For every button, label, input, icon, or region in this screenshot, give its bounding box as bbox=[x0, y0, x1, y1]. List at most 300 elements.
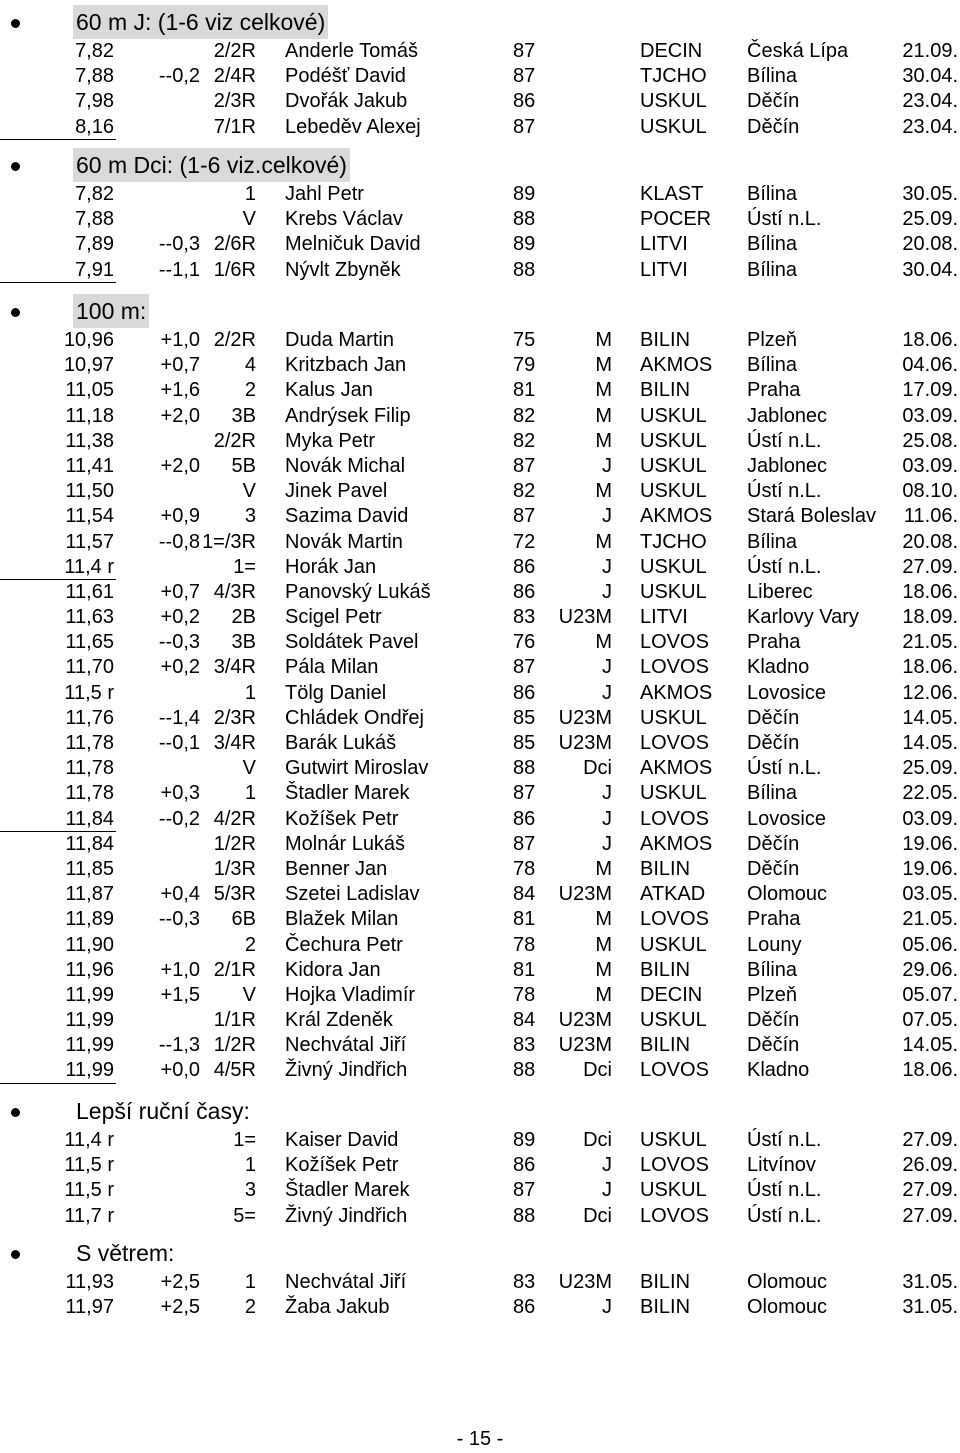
cell-perf: 11,93 bbox=[65, 1271, 114, 1293]
cell-date: 25.09. bbox=[902, 757, 958, 780]
cell-place: V bbox=[242, 983, 256, 1006]
cell-place: 1 bbox=[244, 681, 256, 704]
cell-club: USKUL bbox=[640, 933, 707, 956]
cell-club: BILIN bbox=[640, 958, 691, 981]
cell-date: 18.06. bbox=[902, 580, 958, 603]
cell-perf: 11,5 r bbox=[64, 681, 114, 704]
cell-wind: +0,0 bbox=[160, 1059, 200, 1082]
cell-cat: J bbox=[602, 782, 612, 805]
cell-cat: U23M bbox=[558, 606, 612, 629]
cell-date: 21.05. bbox=[902, 908, 958, 931]
cell-perf: 8,16 bbox=[75, 115, 114, 138]
cell-name: Lebeděv Alexej bbox=[285, 115, 421, 138]
cell-date: 18.06. bbox=[902, 329, 958, 351]
result-row bbox=[0, 115, 960, 140]
cell-venue: Ústí n.L. bbox=[747, 1179, 822, 1202]
result-row bbox=[0, 857, 960, 882]
cell-perf: 11,99 bbox=[65, 1034, 114, 1057]
cell-venue: Ústí n.L. bbox=[747, 757, 822, 780]
cell-date: 12.06. bbox=[902, 681, 958, 704]
cell-name: Kritzbach Jan bbox=[285, 354, 407, 377]
cell-wind: +2,5 bbox=[160, 1271, 200, 1293]
cell-club: USKUL bbox=[640, 1009, 707, 1032]
cell-club: TJCHO bbox=[640, 530, 707, 553]
cell-perf: 7,82 bbox=[75, 40, 114, 62]
separator-line bbox=[0, 139, 116, 140]
cell-place: 1/3R bbox=[213, 857, 256, 880]
cell-venue: Karlovy Vary bbox=[747, 606, 859, 629]
cell-place: 2/4R bbox=[213, 65, 256, 88]
result-row bbox=[0, 404, 960, 429]
cell-name: Živný Jindřich bbox=[285, 1204, 408, 1227]
cell-venue: Děčín bbox=[747, 857, 800, 880]
cell-cat: M bbox=[595, 908, 612, 931]
result-row bbox=[0, 479, 960, 504]
cell-place: 1=/3R bbox=[202, 530, 256, 553]
cell-venue: Plzeň bbox=[747, 983, 798, 1006]
cell-wind: --0,1 bbox=[158, 732, 200, 754]
cell-year: 72 bbox=[513, 530, 536, 553]
cell-date: 03.09. bbox=[902, 454, 958, 477]
result-row bbox=[0, 1058, 960, 1083]
result-row bbox=[0, 958, 960, 983]
cell-cat: M bbox=[595, 983, 612, 1006]
cell-venue: Ústí n.L. bbox=[747, 555, 822, 578]
cell-venue: Děčín bbox=[747, 832, 800, 855]
cell-wind: --0,2 bbox=[158, 65, 200, 88]
cell-club: USKUL bbox=[640, 404, 707, 427]
cell-perf: 11,4 r bbox=[64, 555, 114, 578]
cell-year: 87 bbox=[513, 782, 536, 805]
cell-name: Scigel Petr bbox=[285, 606, 382, 629]
cell-cat: U23M bbox=[558, 1034, 612, 1057]
cell-place: 1/2R bbox=[213, 832, 256, 855]
cell-perf: 11,89 bbox=[65, 908, 114, 931]
cell-name: Štadler Marek bbox=[285, 782, 410, 805]
cell-year: 82 bbox=[513, 429, 536, 452]
cell-place: 2/2R bbox=[213, 40, 256, 62]
cell-place: 1 bbox=[244, 1271, 256, 1293]
cell-club: LOVOS bbox=[640, 1059, 709, 1082]
cell-wind: +1,5 bbox=[160, 983, 200, 1006]
bullet-icon bbox=[11, 308, 20, 317]
cell-club: LOVOS bbox=[640, 807, 709, 830]
cell-name: Král Zdeněk bbox=[285, 1009, 393, 1032]
cell-venue: Praha bbox=[747, 908, 801, 931]
cell-venue: Louny bbox=[747, 933, 802, 956]
cell-club: LITVI bbox=[640, 606, 688, 629]
cell-perf: 11,78 bbox=[65, 782, 114, 805]
result-row bbox=[0, 232, 960, 257]
cell-perf: 11,7 r bbox=[64, 1204, 114, 1227]
cell-cat: U23M bbox=[558, 706, 612, 729]
cell-date: 20.08. bbox=[902, 530, 958, 553]
cell-cat: M bbox=[595, 631, 612, 654]
cell-date: 17.09. bbox=[902, 379, 958, 402]
cell-year: 82 bbox=[513, 480, 536, 503]
cell-name: Benner Jan bbox=[285, 857, 388, 880]
cell-perf: 11,78 bbox=[65, 757, 114, 780]
cell-name: Štadler Marek bbox=[285, 1179, 410, 1202]
cell-cat: M bbox=[595, 958, 612, 981]
cell-wind: --1,3 bbox=[158, 1034, 200, 1057]
cell-year: 89 bbox=[513, 233, 536, 256]
cell-club: USKUL bbox=[640, 480, 707, 503]
cell-wind: +0,4 bbox=[160, 883, 200, 906]
cell-date: 05.06. bbox=[902, 933, 958, 956]
cell-place: 3 bbox=[244, 1179, 256, 1202]
result-row bbox=[0, 933, 960, 958]
cell-name: Melničuk David bbox=[285, 233, 421, 256]
cell-name: Sazima David bbox=[285, 505, 409, 528]
cell-wind: +0,7 bbox=[160, 354, 200, 377]
cell-venue: Ústí n.L. bbox=[747, 1204, 822, 1227]
cell-venue: Lovosice bbox=[747, 807, 826, 830]
cell-date: 31.05. bbox=[902, 1296, 958, 1319]
cell-venue: Ústí n.L. bbox=[747, 208, 822, 231]
cell-cat: M bbox=[595, 530, 612, 553]
cell-name: Novák Michal bbox=[285, 454, 406, 477]
cell-name: Kalus Jan bbox=[285, 379, 373, 402]
cell-cat: Dci bbox=[583, 1129, 612, 1151]
cell-year: 88 bbox=[513, 1204, 536, 1227]
cell-year: 78 bbox=[513, 857, 536, 880]
cell-name: Anderle Tomáš bbox=[285, 40, 419, 62]
result-row bbox=[0, 655, 960, 680]
cell-date: 04.06. bbox=[902, 354, 958, 377]
result-row bbox=[0, 983, 960, 1008]
cell-wind: +0,7 bbox=[160, 580, 200, 603]
cell-name: Barák Lukáš bbox=[285, 732, 397, 754]
cell-name: Nývlt Zbyněk bbox=[285, 258, 401, 281]
cell-year: 85 bbox=[513, 706, 536, 729]
cell-perf: 11,65 bbox=[65, 631, 114, 654]
cell-place: 2B bbox=[231, 606, 256, 629]
cell-year: 81 bbox=[513, 379, 536, 402]
cell-date: 18.09. bbox=[902, 606, 958, 629]
cell-date: 27.09. bbox=[902, 1179, 958, 1202]
cell-club: DECIN bbox=[640, 40, 703, 62]
cell-club: AKMOS bbox=[640, 832, 713, 855]
cell-place: 4/5R bbox=[213, 1059, 256, 1082]
cell-place: 1/1R bbox=[213, 1009, 256, 1032]
cell-name: Kaiser David bbox=[285, 1129, 399, 1151]
cell-name: Tölg Daniel bbox=[285, 681, 387, 704]
section-title: 60 m J: (1-6 viz celkové) bbox=[73, 5, 328, 39]
cell-place: 5= bbox=[233, 1204, 256, 1227]
bullet-icon bbox=[11, 1250, 20, 1259]
section-title: S větrem: bbox=[76, 1240, 175, 1266]
section bbox=[0, 1094, 960, 1229]
cell-year: 86 bbox=[513, 90, 536, 113]
cell-perf: 11,61 bbox=[65, 580, 114, 603]
cell-club: LOVOS bbox=[640, 1204, 709, 1227]
section-heading bbox=[0, 1236, 960, 1270]
cell-club: DECIN bbox=[640, 983, 703, 1006]
result-row bbox=[0, 807, 960, 832]
cell-perf: 11,05 bbox=[65, 379, 114, 402]
cell-club: AKMOS bbox=[640, 354, 713, 377]
cell-name: Andrýsek Filip bbox=[285, 404, 411, 427]
cell-year: 81 bbox=[513, 908, 536, 931]
cell-name: Jahl Petr bbox=[285, 183, 364, 205]
result-row bbox=[0, 1270, 960, 1295]
cell-club: USKUL bbox=[640, 90, 707, 113]
cell-place: 1 bbox=[244, 782, 256, 805]
cell-perf: 7,88 bbox=[75, 65, 114, 88]
cell-date: 23.04. bbox=[902, 115, 958, 138]
cell-cat: J bbox=[602, 580, 612, 603]
cell-club: USKUL bbox=[640, 555, 707, 578]
cell-cat: J bbox=[602, 454, 612, 477]
cell-perf: 11,84 bbox=[65, 807, 114, 830]
cell-cat: Dci bbox=[583, 757, 612, 780]
cell-name: Nechvátal Jiří bbox=[285, 1034, 407, 1057]
cell-date: 05.07. bbox=[902, 983, 958, 1006]
cell-year: 87 bbox=[513, 454, 536, 477]
cell-year: 75 bbox=[513, 329, 536, 351]
cell-venue: Kladno bbox=[747, 656, 810, 679]
cell-club: BILIN bbox=[640, 329, 691, 351]
cell-perf: 7,88 bbox=[75, 208, 114, 231]
cell-date: 08.10. bbox=[902, 480, 958, 503]
cell-year: 78 bbox=[513, 983, 536, 1006]
cell-place: 2 bbox=[244, 1296, 256, 1319]
result-row bbox=[0, 64, 960, 89]
cell-perf: 7,82 bbox=[75, 183, 114, 205]
cell-name: Blažek Milan bbox=[285, 908, 399, 931]
cell-club: LOVOS bbox=[640, 732, 709, 754]
result-row bbox=[0, 605, 960, 630]
cell-club: USKUL bbox=[640, 782, 707, 805]
cell-place: 3B bbox=[231, 404, 256, 427]
cell-date: 29.06. bbox=[902, 958, 958, 981]
cell-club: LOVOS bbox=[640, 656, 709, 679]
cell-perf: 11,76 bbox=[65, 706, 114, 729]
cell-cat: M bbox=[595, 429, 612, 452]
cell-year: 88 bbox=[513, 757, 536, 780]
cell-club: USKUL bbox=[640, 454, 707, 477]
cell-perf: 11,54 bbox=[65, 505, 114, 528]
cell-perf: 11,96 bbox=[65, 958, 114, 981]
cell-name: Živný Jindřich bbox=[285, 1059, 408, 1082]
cell-cat: U23M bbox=[558, 732, 612, 754]
cell-place: 4/2R bbox=[213, 807, 256, 830]
cell-perf: 11,84 bbox=[65, 832, 114, 855]
bullet-icon bbox=[11, 1108, 20, 1117]
cell-place: 5B bbox=[231, 454, 256, 477]
cell-date: 25.08. bbox=[902, 429, 958, 452]
section bbox=[0, 5, 960, 140]
result-row bbox=[0, 454, 960, 479]
cell-venue: Kladno bbox=[747, 1059, 810, 1082]
cell-club: TJCHO bbox=[640, 65, 707, 88]
cell-date: 03.09. bbox=[902, 807, 958, 830]
cell-year: 86 bbox=[513, 681, 536, 704]
cell-cat: M bbox=[595, 354, 612, 377]
cell-name: Nechvátal Jiří bbox=[285, 1271, 407, 1293]
cell-club: LITVI bbox=[640, 258, 688, 281]
cell-venue: Bílina bbox=[747, 183, 798, 205]
cell-place: 1 bbox=[244, 1154, 256, 1177]
cell-perf: 10,97 bbox=[63, 354, 114, 377]
section-title: 100 m: bbox=[73, 294, 149, 328]
cell-perf: 11,5 r bbox=[64, 1179, 114, 1202]
cell-place: 1= bbox=[233, 1129, 256, 1151]
cell-club: POCER bbox=[640, 208, 712, 231]
cell-club: USKUL bbox=[640, 1129, 707, 1151]
result-row bbox=[0, 731, 960, 756]
cell-name: Kidora Jan bbox=[285, 958, 381, 981]
cell-venue: Liberec bbox=[747, 580, 813, 603]
result-row bbox=[0, 429, 960, 454]
cell-wind: +0,2 bbox=[160, 606, 200, 629]
cell-year: 86 bbox=[513, 1296, 536, 1319]
cell-date: 21.09. bbox=[902, 40, 958, 62]
cell-venue: Bílina bbox=[747, 354, 798, 377]
cell-perf: 10,96 bbox=[63, 329, 114, 351]
result-row bbox=[0, 353, 960, 378]
result-row bbox=[0, 781, 960, 806]
cell-venue: Bílina bbox=[747, 65, 798, 88]
cell-place: V bbox=[242, 208, 256, 231]
result-row bbox=[0, 681, 960, 706]
cell-venue: Bílina bbox=[747, 782, 798, 805]
cell-cat: Dci bbox=[583, 1059, 612, 1082]
result-row bbox=[0, 907, 960, 932]
cell-year: 81 bbox=[513, 958, 536, 981]
cell-place: 3B bbox=[231, 631, 256, 654]
cell-year: 84 bbox=[513, 1009, 536, 1032]
cell-club: BILIN bbox=[640, 1271, 691, 1293]
cell-year: 85 bbox=[513, 732, 536, 754]
cell-year: 87 bbox=[513, 115, 536, 138]
cell-club: BILIN bbox=[640, 1034, 691, 1057]
cell-date: 21.05. bbox=[902, 631, 958, 654]
cell-date: 19.06. bbox=[902, 832, 958, 855]
cell-year: 83 bbox=[513, 1034, 536, 1057]
cell-venue: Česká Lípa bbox=[747, 40, 849, 62]
cell-perf: 11,38 bbox=[65, 429, 114, 452]
cell-perf: 11,87 bbox=[65, 883, 114, 906]
cell-cat: J bbox=[602, 807, 612, 830]
cell-date: 14.05. bbox=[902, 706, 958, 729]
cell-cat: J bbox=[602, 555, 612, 578]
cell-cat: Dci bbox=[583, 1204, 612, 1227]
cell-cat: U23M bbox=[558, 883, 612, 906]
cell-club: AKMOS bbox=[640, 681, 713, 704]
section-heading bbox=[0, 148, 960, 182]
cell-cat: J bbox=[602, 1154, 612, 1177]
cell-perf: 11,50 bbox=[65, 480, 114, 503]
result-row bbox=[0, 1033, 960, 1058]
cell-perf: 7,89 bbox=[75, 233, 114, 256]
cell-place: 1/6R bbox=[213, 258, 256, 281]
cell-name: Dvořák Jakub bbox=[285, 90, 408, 113]
result-row bbox=[0, 882, 960, 907]
result-row bbox=[0, 258, 960, 283]
cell-place: V bbox=[242, 757, 256, 780]
result-row bbox=[0, 89, 960, 114]
cell-club: USKUL bbox=[640, 706, 707, 729]
cell-venue: Děčín bbox=[747, 1034, 800, 1057]
page-number: - 15 - bbox=[456, 1428, 504, 1450]
section-title: 60 m Dci: (1-6 viz.celkové) bbox=[73, 148, 350, 182]
cell-year: 87 bbox=[513, 65, 536, 88]
cell-date: 23.04. bbox=[902, 90, 958, 113]
cell-place: 6B bbox=[231, 908, 256, 931]
cell-date: 11.06. bbox=[903, 505, 958, 528]
cell-year: 82 bbox=[513, 404, 536, 427]
cell-name: Krebs Václav bbox=[285, 208, 403, 231]
cell-venue: Lovosice bbox=[747, 681, 826, 704]
cell-name: Podéšť David bbox=[285, 65, 406, 88]
result-row bbox=[0, 1008, 960, 1033]
separator-line bbox=[0, 1083, 116, 1084]
section bbox=[0, 294, 960, 1084]
cell-venue: Stará Boleslav bbox=[747, 505, 876, 528]
cell-name: Myka Petr bbox=[285, 429, 376, 452]
section-title: Lepší ruční časy: bbox=[76, 1098, 250, 1124]
cell-year: 89 bbox=[513, 183, 536, 205]
cell-year: 84 bbox=[513, 883, 536, 906]
cell-name: Žaba Jakub bbox=[285, 1296, 390, 1319]
cell-year: 78 bbox=[513, 933, 536, 956]
result-row bbox=[0, 1178, 960, 1203]
cell-place: 2/2R bbox=[213, 329, 256, 351]
cell-wind: --0,3 bbox=[158, 233, 200, 256]
cell-cat: J bbox=[602, 681, 612, 704]
cell-wind: --0,2 bbox=[158, 807, 200, 830]
cell-perf: 7,98 bbox=[75, 90, 114, 113]
cell-club: BILIN bbox=[640, 379, 691, 402]
cell-cat: J bbox=[602, 1296, 612, 1319]
cell-year: 88 bbox=[513, 1059, 536, 1082]
bullet-icon bbox=[11, 162, 20, 171]
result-row bbox=[0, 1153, 960, 1178]
section-heading bbox=[0, 1094, 960, 1128]
cell-year: 87 bbox=[513, 40, 536, 62]
cell-year: 83 bbox=[513, 606, 536, 629]
cell-wind: --0,8 bbox=[158, 530, 200, 553]
cell-place: 3 bbox=[244, 505, 256, 528]
cell-perf: 11,18 bbox=[65, 404, 114, 427]
result-row bbox=[0, 39, 960, 64]
cell-club: BILIN bbox=[640, 857, 691, 880]
cell-perf: 11,70 bbox=[65, 656, 114, 679]
cell-venue: Děčín bbox=[747, 90, 800, 113]
cell-year: 86 bbox=[513, 580, 536, 603]
cell-perf: 11,85 bbox=[65, 857, 114, 880]
cell-year: 88 bbox=[513, 208, 536, 231]
cell-cat: J bbox=[602, 1179, 612, 1202]
cell-venue: Plzeň bbox=[747, 329, 798, 351]
cell-venue: Praha bbox=[747, 379, 801, 402]
result-row bbox=[0, 530, 960, 555]
result-row bbox=[0, 832, 960, 857]
cell-cat: M bbox=[595, 379, 612, 402]
cell-cat: M bbox=[595, 857, 612, 880]
cell-date: 27.09. bbox=[902, 1129, 958, 1151]
cell-cat: M bbox=[595, 329, 612, 351]
cell-club: BILIN bbox=[640, 1296, 691, 1319]
cell-club: AKMOS bbox=[640, 757, 713, 780]
cell-name: Gutwirt Miroslav bbox=[285, 757, 429, 780]
cell-date: 27.09. bbox=[902, 1204, 958, 1227]
cell-year: 89 bbox=[513, 1129, 536, 1151]
result-row bbox=[0, 1204, 960, 1229]
cell-year: 87 bbox=[513, 656, 536, 679]
